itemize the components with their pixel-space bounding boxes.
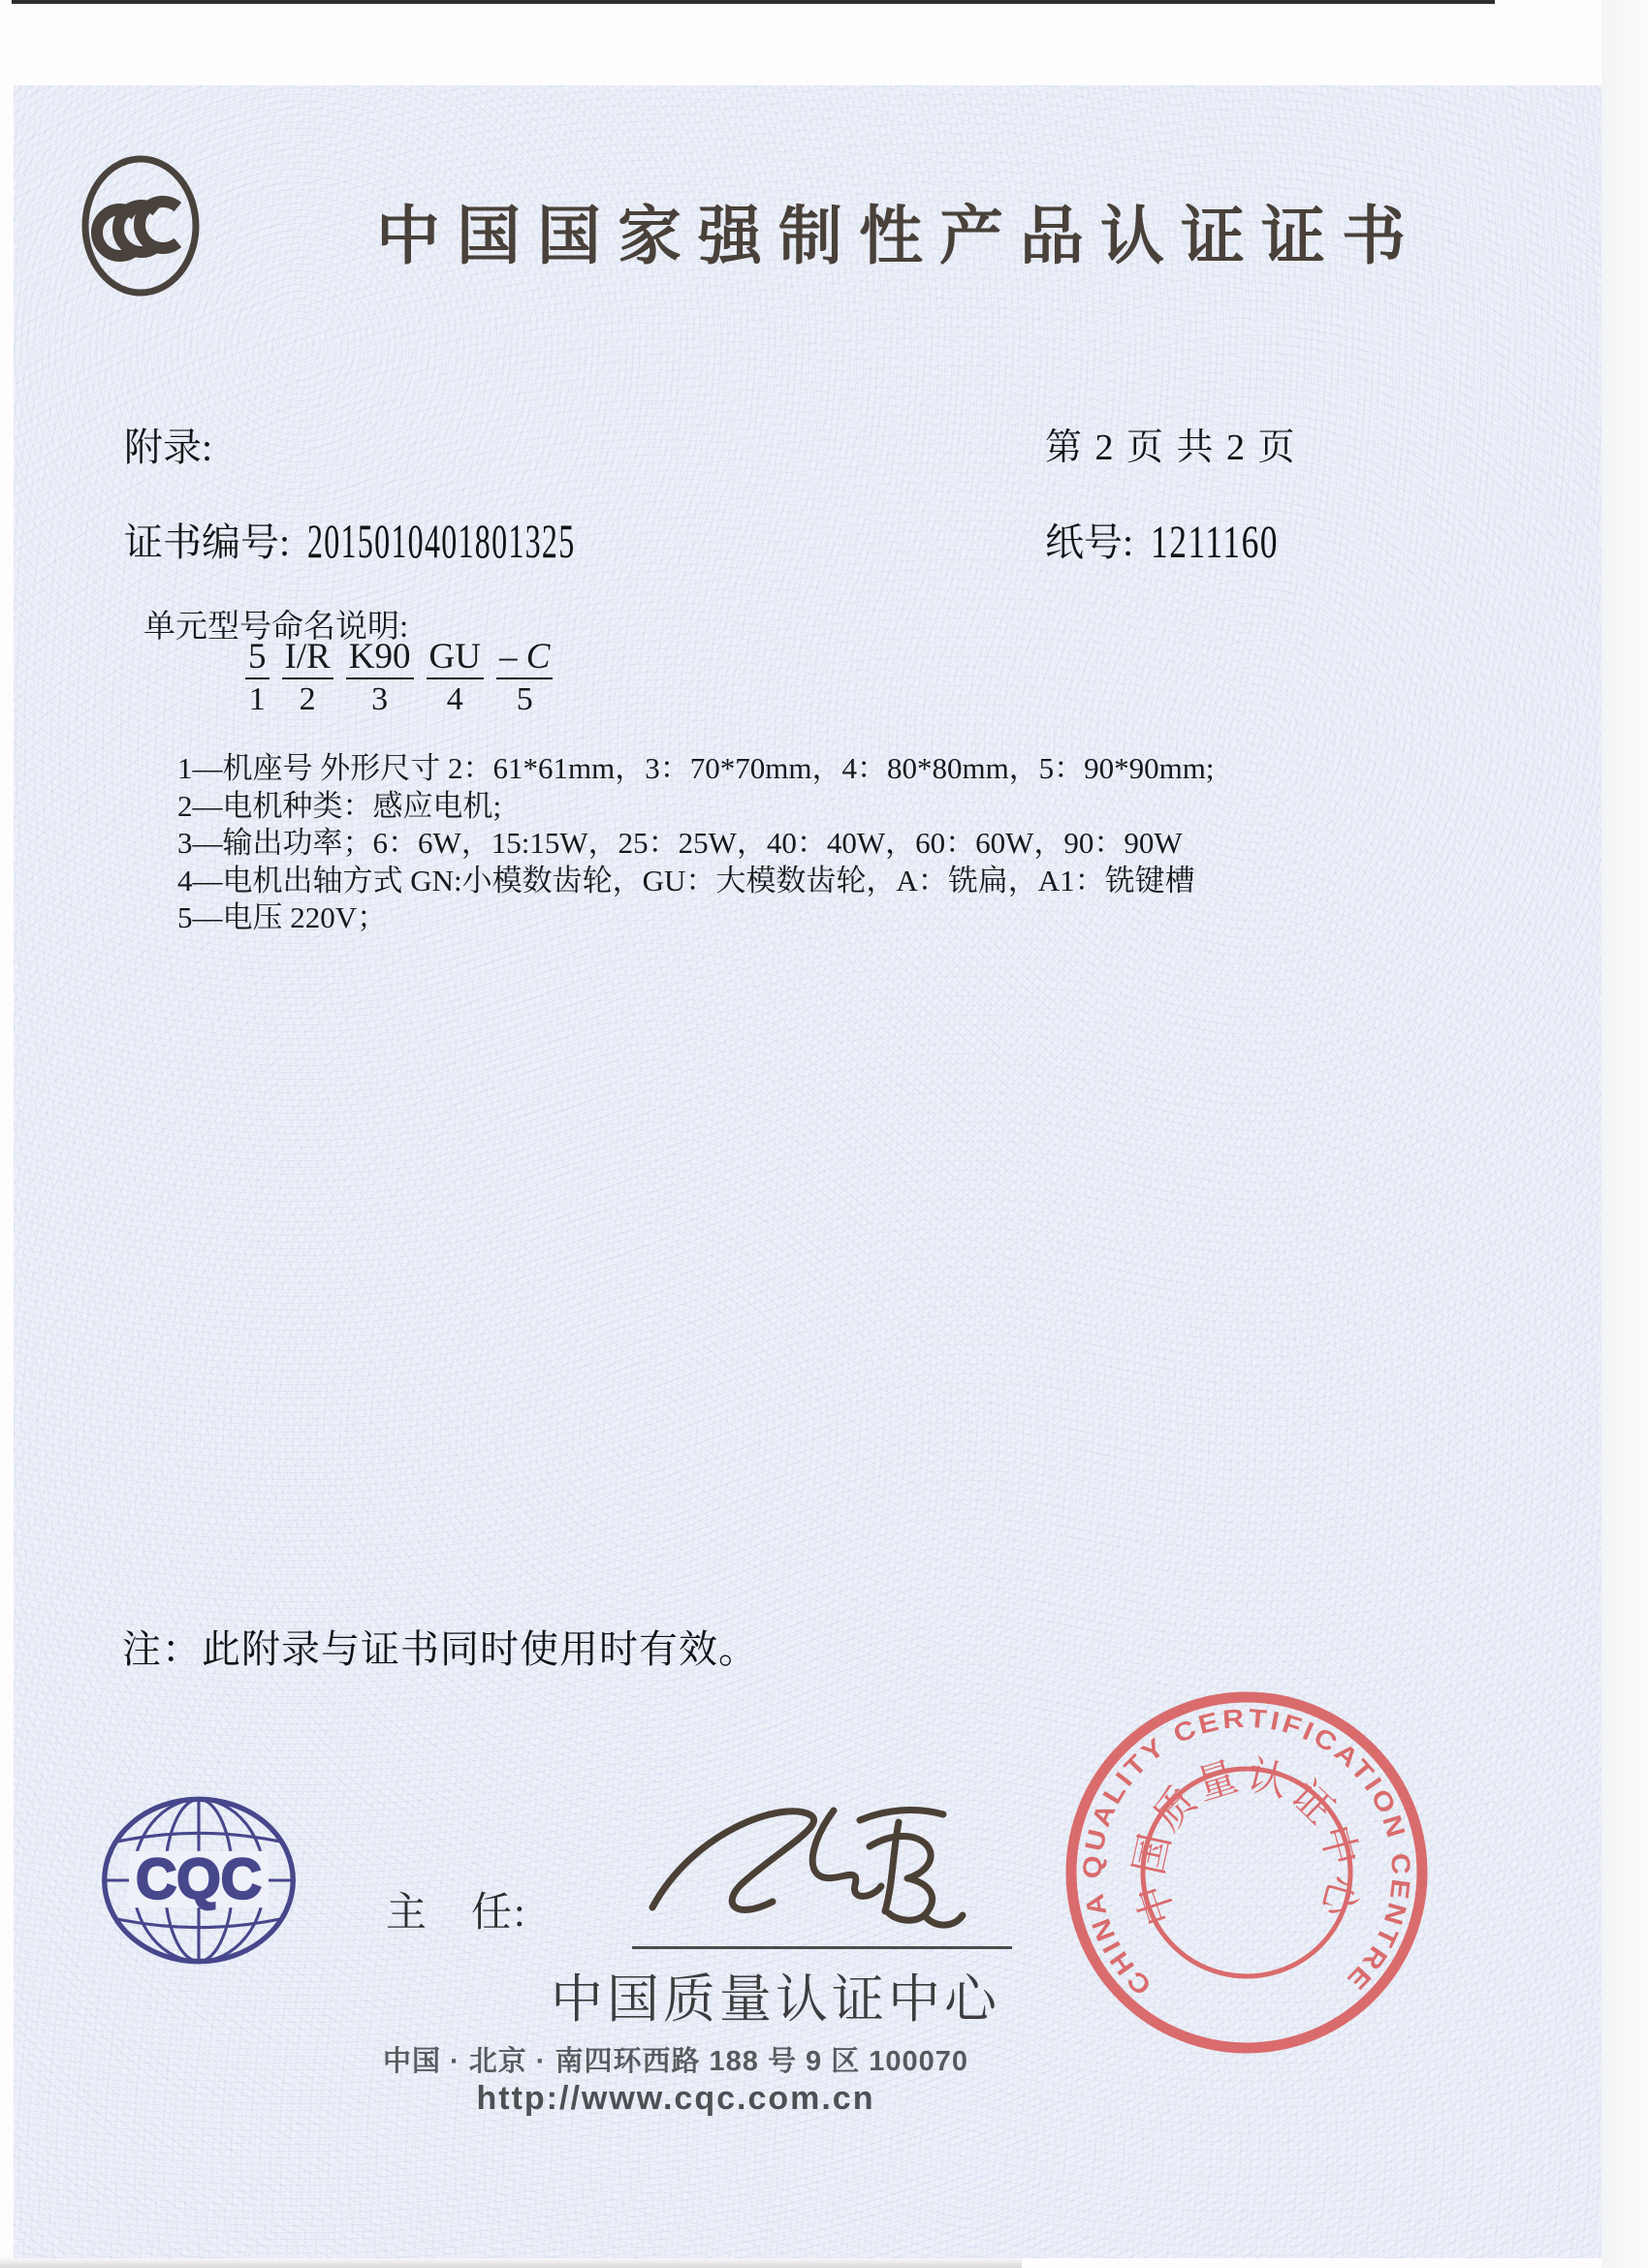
segment-code: 5 bbox=[245, 638, 269, 679]
official-stamp bbox=[1053, 1679, 1441, 2066]
page-indicator: 第 2 页 共 2 页 bbox=[1045, 427, 1297, 468]
scan-edge-right bbox=[1601, 0, 1648, 2268]
signature-line bbox=[632, 1946, 1012, 1949]
note-line-3: 3—输出功率；6：6W，15:15W，25：25W，40：40W，60：60W，90：90W bbox=[177, 826, 1183, 861]
segment-number: 1 bbox=[248, 681, 266, 717]
paper-number-label: 纸号: bbox=[1045, 520, 1134, 564]
paper-number-row bbox=[1045, 512, 1324, 569]
model-code-diagram bbox=[245, 638, 553, 719]
appendix-label: 附录: bbox=[124, 425, 213, 469]
segment-number: 5 bbox=[516, 681, 533, 717]
ccc-logo-icon bbox=[79, 153, 202, 299]
organization-name: 中国质量认证中心 bbox=[551, 1970, 1000, 2029]
model-code-segment-1 bbox=[245, 638, 269, 719]
stamp-ring-text: CHINA QUALITY CERTIFICATION CENTRE bbox=[1077, 1703, 1416, 2001]
model-code-segment-2 bbox=[282, 638, 333, 719]
director-label: 主 任: bbox=[386, 1891, 527, 1936]
model-code-segment-5 bbox=[496, 638, 553, 719]
model-code-segment-4 bbox=[427, 638, 484, 719]
segment-code: I/R bbox=[282, 638, 333, 679]
note-line-2: 2—电机种类：感应电机; bbox=[177, 788, 502, 823]
model-naming-notes bbox=[177, 750, 1438, 937]
paper-number-value: 1211160 bbox=[1151, 517, 1280, 568]
note-line-4: 4—电机出轴方式 GN:小模数齿轮，GU：大模数齿轮，A：铣扁，A1：铣键槽 bbox=[177, 863, 1195, 898]
certificate-number-label: 证书编号: bbox=[124, 520, 291, 564]
validity-note: 注：此附录与证书同时使用时有效。 bbox=[122, 1627, 758, 1671]
cqc-logo-text: CQC bbox=[136, 1847, 262, 1911]
segment-code: GU bbox=[427, 638, 484, 679]
segment-code: – C bbox=[496, 638, 553, 679]
stamp-inner-text: 中国质量认证中心 bbox=[1126, 1753, 1366, 1931]
director-signature bbox=[635, 1793, 1018, 1943]
scan-edge-bottom bbox=[0, 2256, 1022, 2268]
segment-number: 4 bbox=[446, 681, 463, 717]
model-naming-heading: 单元型号命名说明: bbox=[143, 610, 409, 645]
organization-address: 中国 · 北京 · 南四环西路 188 号 9 区 100070 bbox=[382, 2046, 969, 2077]
note-line-5: 5—电压 220V； bbox=[177, 900, 388, 935]
svg-text:中国质量认证中心 bbox=[1127, 1753, 1366, 1931]
segment-number: 2 bbox=[299, 681, 316, 717]
segment-code: K90 bbox=[346, 638, 414, 679]
model-code-segment-3 bbox=[346, 638, 414, 719]
note-line-1: 1—机座号 外形尺寸 2：61*61mm，3：70*70mm，4：80*80mm，5：90*90mm; bbox=[177, 751, 1215, 785]
certificate-number-row bbox=[124, 512, 726, 569]
cqc-logo-icon bbox=[95, 1790, 302, 1970]
segment-number: 3 bbox=[371, 681, 389, 717]
page-title: 中国国家强制性产品认证证书 bbox=[376, 202, 1422, 272]
scan-edge-top bbox=[12, 0, 1495, 4]
organization-website: http://www.cqc.com.cn bbox=[476, 2080, 875, 2117]
certificate-number-value: 2015010401801325 bbox=[307, 514, 576, 568]
